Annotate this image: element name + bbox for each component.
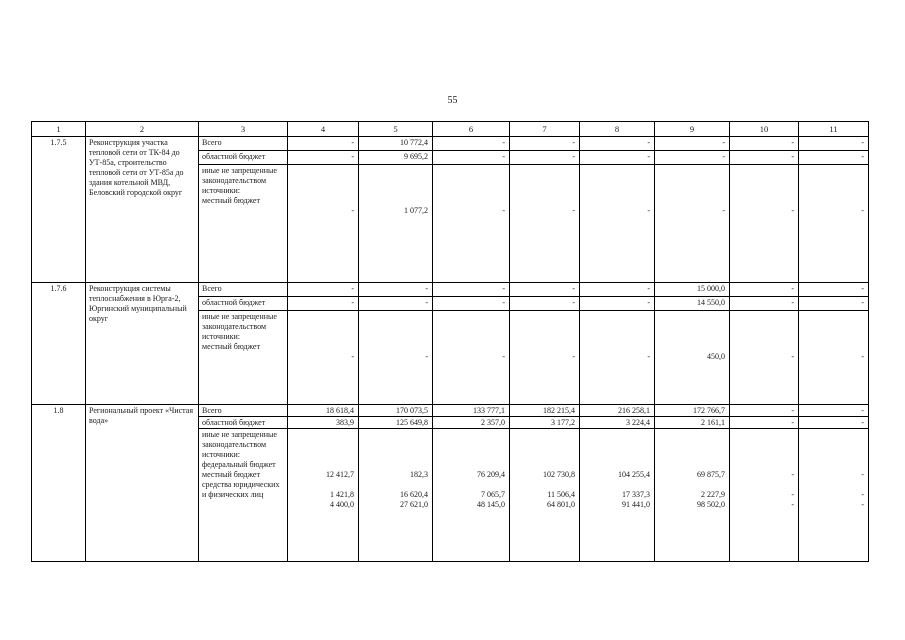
value: -	[861, 500, 864, 509]
value-cell: -	[433, 283, 510, 297]
funding-sub-label: средства юридических и физических лиц	[202, 480, 280, 499]
value-cell	[580, 311, 655, 405]
funding-sub-label: местный бюджет	[202, 342, 260, 351]
value-cell: -	[655, 137, 730, 151]
value-cell: -	[288, 283, 359, 297]
value: 1 077,2	[404, 206, 428, 215]
value-cell: 182 215,4	[510, 405, 580, 417]
value: -	[861, 206, 864, 215]
value: -	[861, 490, 864, 499]
column-header: 3	[199, 122, 288, 137]
table-row	[32, 405, 869, 417]
value-cell: -	[359, 283, 433, 297]
value-cell: 9 695,2	[359, 151, 433, 165]
spacer	[658, 312, 725, 352]
value-cell: 125 649,8	[359, 417, 433, 429]
value-cell: -	[510, 283, 580, 297]
funding-source-label: иные не запрещенные законодательством источники:	[202, 430, 277, 459]
value-cell	[359, 429, 433, 562]
value-cell: -	[433, 151, 510, 165]
value-cell: 383,9	[288, 417, 359, 429]
spacer	[583, 166, 650, 206]
spacer	[733, 166, 794, 206]
value-cell	[433, 311, 510, 405]
value: 17 337,3	[622, 490, 650, 499]
value: 11 506,4	[547, 490, 575, 499]
value-cell	[799, 429, 869, 562]
item-name: Реконструкция системы теплоснабжения в Юрга-2, Юргинский муниципальный округ	[86, 283, 199, 405]
value: 450,0	[707, 352, 725, 361]
spacer	[291, 312, 354, 352]
funding-table	[31, 121, 869, 562]
value-cell: -	[799, 151, 869, 165]
spacer	[802, 430, 864, 470]
value-cell	[655, 429, 730, 562]
spacer	[733, 312, 794, 352]
spacer	[436, 430, 505, 470]
value-cell	[730, 311, 799, 405]
spacer	[436, 166, 505, 206]
value-cell	[799, 165, 869, 283]
column-header: 1	[32, 122, 86, 137]
column-header: 7	[510, 122, 580, 137]
spacer	[436, 312, 505, 352]
column-header: 8	[580, 122, 655, 137]
value: 64 801,0	[547, 500, 575, 509]
value: 104 255,4	[618, 470, 650, 479]
value: -	[425, 352, 428, 361]
funding-sub-label: федеральный бюджет	[202, 460, 276, 469]
value: -	[351, 352, 354, 361]
spacer	[583, 312, 650, 352]
value-cell: -	[580, 137, 655, 151]
spacer	[362, 430, 428, 470]
value-cell	[730, 429, 799, 562]
value-cell: -	[799, 297, 869, 311]
table-row	[32, 137, 869, 151]
item-number: 1.7.6	[32, 283, 86, 405]
spacer	[291, 430, 354, 470]
value-cell: -	[580, 151, 655, 165]
value-cell: 10 772,4	[359, 137, 433, 151]
funding-source-label: областной бюджет	[202, 152, 266, 161]
value: 27 621,0	[400, 500, 428, 509]
value: -	[502, 206, 505, 215]
spacer	[802, 312, 864, 352]
value-cell: -	[799, 417, 869, 429]
funding-source-label: областной бюджет	[202, 418, 266, 427]
column-header: 6	[433, 122, 510, 137]
value-cell: -	[288, 151, 359, 165]
value-cell: 2 357,0	[433, 417, 510, 429]
funding-source-label: Всего	[202, 406, 222, 415]
spacer	[802, 166, 864, 206]
funding-source-label: иные не запрещенные законодательством источники:	[202, 312, 277, 341]
value: 1 421,8	[330, 490, 354, 499]
column-header: 2	[86, 122, 199, 137]
funding-source-cell	[199, 137, 288, 151]
value-cell	[799, 311, 869, 405]
funding-source-cell	[199, 283, 288, 297]
value-cell: -	[433, 297, 510, 311]
value-cell	[655, 311, 730, 405]
funding-sub-label: местный бюджет	[202, 470, 260, 479]
table-row	[32, 283, 869, 297]
value-cell	[433, 429, 510, 562]
funding-source-cell	[199, 417, 288, 429]
value-cell: -	[730, 151, 799, 165]
value-cell: -	[580, 283, 655, 297]
value-cell	[288, 311, 359, 405]
value-cell: -	[730, 405, 799, 417]
value-cell: 133 777,1	[433, 405, 510, 417]
value-cell: -	[510, 151, 580, 165]
value: 182,3	[410, 470, 428, 479]
column-header: 10	[730, 122, 799, 137]
funding-source-cell	[199, 405, 288, 417]
value-cell: -	[510, 137, 580, 151]
column-header: 11	[799, 122, 869, 137]
funding-source-cell	[199, 297, 288, 311]
value-cell	[359, 165, 433, 283]
value: 69 875,7	[697, 470, 725, 479]
spacer	[513, 166, 575, 206]
spacer	[733, 430, 794, 470]
value: -	[647, 352, 650, 361]
item-name: Реконструкция участка тепловой сети от ТК-84 до УТ-85а, строительство тепловой сети от УТ-85а до здания котельной МВД, Беловский городской округ	[86, 137, 199, 283]
value: -	[791, 500, 794, 509]
spacer	[583, 430, 650, 470]
item-name: Региональный проект «Чистая вода»	[86, 405, 199, 562]
value-cell: -	[730, 297, 799, 311]
value-cell	[510, 429, 580, 562]
value-cell	[359, 311, 433, 405]
page-number: 55	[447, 95, 458, 106]
funding-source-label: Всего	[202, 138, 222, 147]
value-cell: -	[510, 297, 580, 311]
value-cell: 18 618,4	[288, 405, 359, 417]
item-number: 1.7.5	[32, 137, 86, 283]
value-cell: 170 073,5	[359, 405, 433, 417]
value: -	[502, 352, 505, 361]
value-cell: 172 766,7	[655, 405, 730, 417]
value-cell: -	[433, 137, 510, 151]
column-header: 9	[655, 122, 730, 137]
column-header: 4	[288, 122, 359, 137]
value: 76 209,4	[477, 470, 505, 479]
spacer	[658, 166, 725, 206]
value-cell: -	[288, 137, 359, 151]
value: -	[572, 352, 575, 361]
funding-sub-label: местный бюджет	[202, 196, 260, 205]
value: 102 730,8	[543, 470, 575, 479]
value-cell: 15 000,0	[655, 283, 730, 297]
value: -	[791, 470, 794, 479]
item-number: 1.8	[32, 405, 86, 562]
value-cell	[288, 429, 359, 562]
value: 48 145,0	[477, 500, 505, 509]
spacer	[362, 166, 428, 206]
value-cell: -	[730, 283, 799, 297]
value-cell	[580, 429, 655, 562]
value-cell	[730, 165, 799, 283]
value: 91 441,0	[622, 500, 650, 509]
value-cell: -	[730, 137, 799, 151]
value: -	[861, 352, 864, 361]
funding-source-cell	[199, 311, 288, 405]
value-cell: -	[288, 297, 359, 311]
value: -	[722, 206, 725, 215]
value-cell: 14 550,0	[655, 297, 730, 311]
value-cell: -	[359, 297, 433, 311]
value: 12 412,7	[326, 470, 354, 479]
value-cell: -	[655, 151, 730, 165]
value-cell: 3 224,4	[580, 417, 655, 429]
value-cell	[510, 311, 580, 405]
value-cell: -	[730, 417, 799, 429]
spacer	[291, 166, 354, 206]
value-cell	[288, 165, 359, 283]
header-row	[32, 122, 869, 137]
value-cell: 216 258,1	[580, 405, 655, 417]
value: -	[861, 470, 864, 479]
value: -	[791, 490, 794, 499]
value-cell: -	[580, 297, 655, 311]
value: -	[351, 206, 354, 215]
spacer	[658, 430, 725, 470]
value: 16 620,4	[400, 490, 428, 499]
value: -	[791, 352, 794, 361]
value: -	[791, 206, 794, 215]
value-cell	[433, 165, 510, 283]
funding-source-label: областной бюджет	[202, 298, 266, 307]
spacer	[513, 430, 575, 470]
spacer	[513, 312, 575, 352]
value: -	[572, 206, 575, 215]
funding-source-label: иные не запрещенные законодательством источники:	[202, 166, 277, 195]
funding-source-cell	[199, 429, 288, 562]
value: -	[647, 206, 650, 215]
funding-source-label: Всего	[202, 284, 222, 293]
column-header: 5	[359, 122, 433, 137]
value-cell	[580, 165, 655, 283]
value: 2 227,9	[701, 490, 725, 499]
funding-source-cell	[199, 165, 288, 283]
value-cell: -	[799, 283, 869, 297]
funding-source-cell	[199, 151, 288, 165]
spacer	[362, 312, 428, 352]
value-cell: 2 161,1	[655, 417, 730, 429]
value-cell: -	[799, 405, 869, 417]
value: 98 502,0	[697, 500, 725, 509]
value: 7 065,7	[481, 490, 505, 499]
value-cell	[655, 165, 730, 283]
value-cell: 3 177,2	[510, 417, 580, 429]
value: 4 400,0	[330, 500, 354, 509]
value-cell: -	[799, 137, 869, 151]
value-cell	[510, 165, 580, 283]
